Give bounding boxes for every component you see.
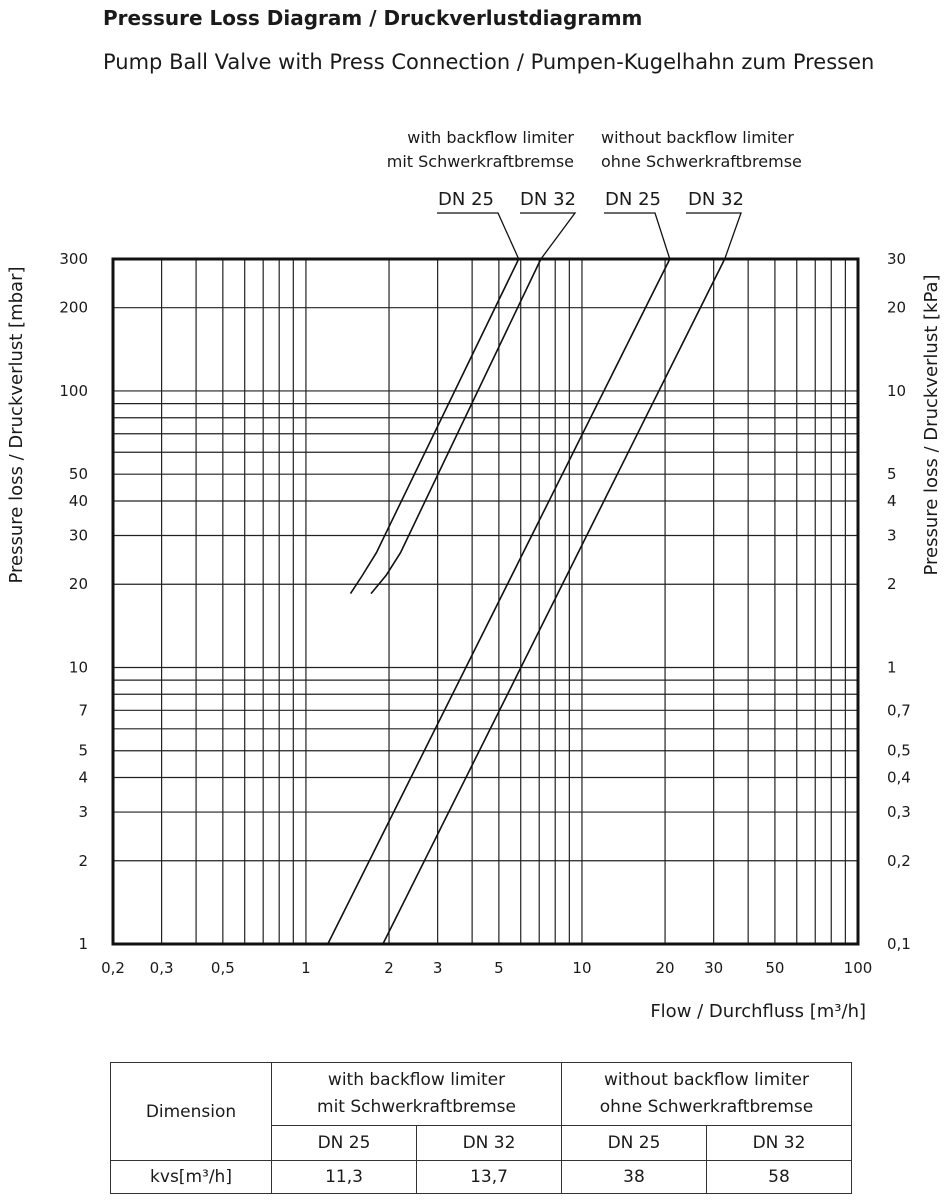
x-axis-label: Flow / Durchfluss [m³/h] xyxy=(650,1001,866,1022)
y-tick-label-right: 5 xyxy=(887,465,897,484)
y-tick-label-right: 3 xyxy=(887,526,897,545)
y-tick-label-left: 7 xyxy=(78,701,88,720)
x-tick-label: 1 xyxy=(301,959,311,977)
y-tick-label-left: 50 xyxy=(68,465,88,484)
x-tick-label: 100 xyxy=(843,959,873,977)
series-leader-line xyxy=(437,213,519,259)
y-tick-label-right: 0,5 xyxy=(887,741,911,760)
plot-frame xyxy=(113,259,858,944)
group-label-without-line2: ohne Schwerkraftbremse xyxy=(601,152,802,171)
kv-table-group-without xyxy=(562,1063,852,1126)
y-axis-label-right: Pressure loss / Druckverlust [kPa] xyxy=(921,274,942,576)
kv-table-row-label: kvs[m³/h] xyxy=(111,1161,272,1194)
x-tick-label: 3 xyxy=(432,959,443,977)
x-tick-label: 30 xyxy=(704,959,724,977)
series-line xyxy=(383,259,725,944)
series-label: DN 25 xyxy=(438,189,494,210)
x-tick-label: 20 xyxy=(655,959,675,977)
series-label: DN 25 xyxy=(605,189,661,210)
group-label-without-line1: without backflow limiter xyxy=(601,128,794,147)
group-label-with-line2: mit Schwerkraftbremse xyxy=(386,152,574,171)
kv-table-value-cell: 13,7 xyxy=(417,1161,562,1194)
y-tick-label-left: 200 xyxy=(59,298,88,317)
kv-table-size-cell: DN 32 xyxy=(417,1126,562,1161)
group-label-with-line1: with backflow limiter xyxy=(407,128,574,147)
kv-table-group-without-line2: ohne Schwerkraftbremse xyxy=(599,1097,814,1117)
y-tick-label-left: 5 xyxy=(78,741,88,760)
y-tick-label-left: 10 xyxy=(68,658,88,677)
y-tick-label-left: 300 xyxy=(59,250,88,268)
kv-table-value-cell: 38 xyxy=(562,1161,707,1194)
kv-table xyxy=(110,1062,852,1194)
y-tick-label-right: 0,4 xyxy=(887,768,911,787)
kv-table-value-cell: 11,3 xyxy=(272,1161,417,1194)
series-leader-line xyxy=(604,213,670,259)
series-line xyxy=(371,259,541,594)
y-tick-label-right: 4 xyxy=(887,491,897,510)
y-tick-label-left: 40 xyxy=(68,491,88,510)
x-tick-label: 50 xyxy=(765,959,785,977)
y-tick-label-right: 0,2 xyxy=(887,851,911,870)
kv-table-value-cell: 58 xyxy=(707,1161,852,1194)
y-tick-label-right: 20 xyxy=(887,298,907,317)
kv-table-group-with-line2: mit Schwerkraftbremse xyxy=(317,1097,516,1117)
x-tick-label: 2 xyxy=(384,959,394,977)
y-tick-label-left: 100 xyxy=(59,381,88,400)
y-tick-label-right: 1 xyxy=(887,658,897,677)
y-tick-label-right: 0,3 xyxy=(887,803,911,822)
x-tick-label: 0,3 xyxy=(149,959,174,977)
series-label: DN 32 xyxy=(688,189,744,210)
kv-table-size-cell: DN 32 xyxy=(707,1126,852,1161)
y-tick-label-left: 2 xyxy=(78,851,88,870)
chart-title: Pressure Loss Diagram / Druckverlustdiagramm xyxy=(103,6,643,30)
y-axis-label-left: Pressure loss / Druckverlust [mbar] xyxy=(6,266,27,584)
y-tick-label-left: 4 xyxy=(78,768,88,787)
y-tick-label-right: 0,7 xyxy=(887,701,911,720)
y-tick-label-left: 30 xyxy=(68,526,88,545)
x-tick-label: 5 xyxy=(494,959,504,977)
x-tick-label: 0,5 xyxy=(210,959,235,977)
y-tick-label-right: 30 xyxy=(887,250,907,268)
curve-labels xyxy=(437,189,744,259)
chart-subtitle: Pump Ball Valve with Press Connection / Pumpen-Kugelhahn zum Pressen xyxy=(103,50,875,74)
kv-table-group-with xyxy=(272,1063,562,1126)
y-tick-label-left: 3 xyxy=(78,803,88,822)
series-line xyxy=(351,259,519,594)
y-tick-label-left: 20 xyxy=(68,575,88,594)
kv-table-group-without-line1: without backflow limiter xyxy=(604,1070,809,1090)
x-tick-label: 0,2 xyxy=(101,959,125,977)
series-leader-line xyxy=(686,213,741,259)
x-tick-label: 10 xyxy=(572,959,592,977)
y-tick-label-right: 10 xyxy=(887,381,907,400)
y-tick-label-right: 0,1 xyxy=(887,935,911,953)
grid xyxy=(113,259,858,944)
series-leader-line xyxy=(520,213,575,259)
series-label: DN 32 xyxy=(520,189,576,210)
tick-labels xyxy=(59,250,911,977)
kv-table-header-dimension: Dimension xyxy=(111,1063,272,1161)
y-tick-label-right: 2 xyxy=(887,575,897,594)
y-tick-label-left: 1 xyxy=(78,935,88,953)
kv-table-group-with-line1: with backflow limiter xyxy=(327,1070,506,1090)
kv-table-size-cell: DN 25 xyxy=(562,1126,707,1161)
kv-table-size-cell: DN 25 xyxy=(272,1126,417,1161)
